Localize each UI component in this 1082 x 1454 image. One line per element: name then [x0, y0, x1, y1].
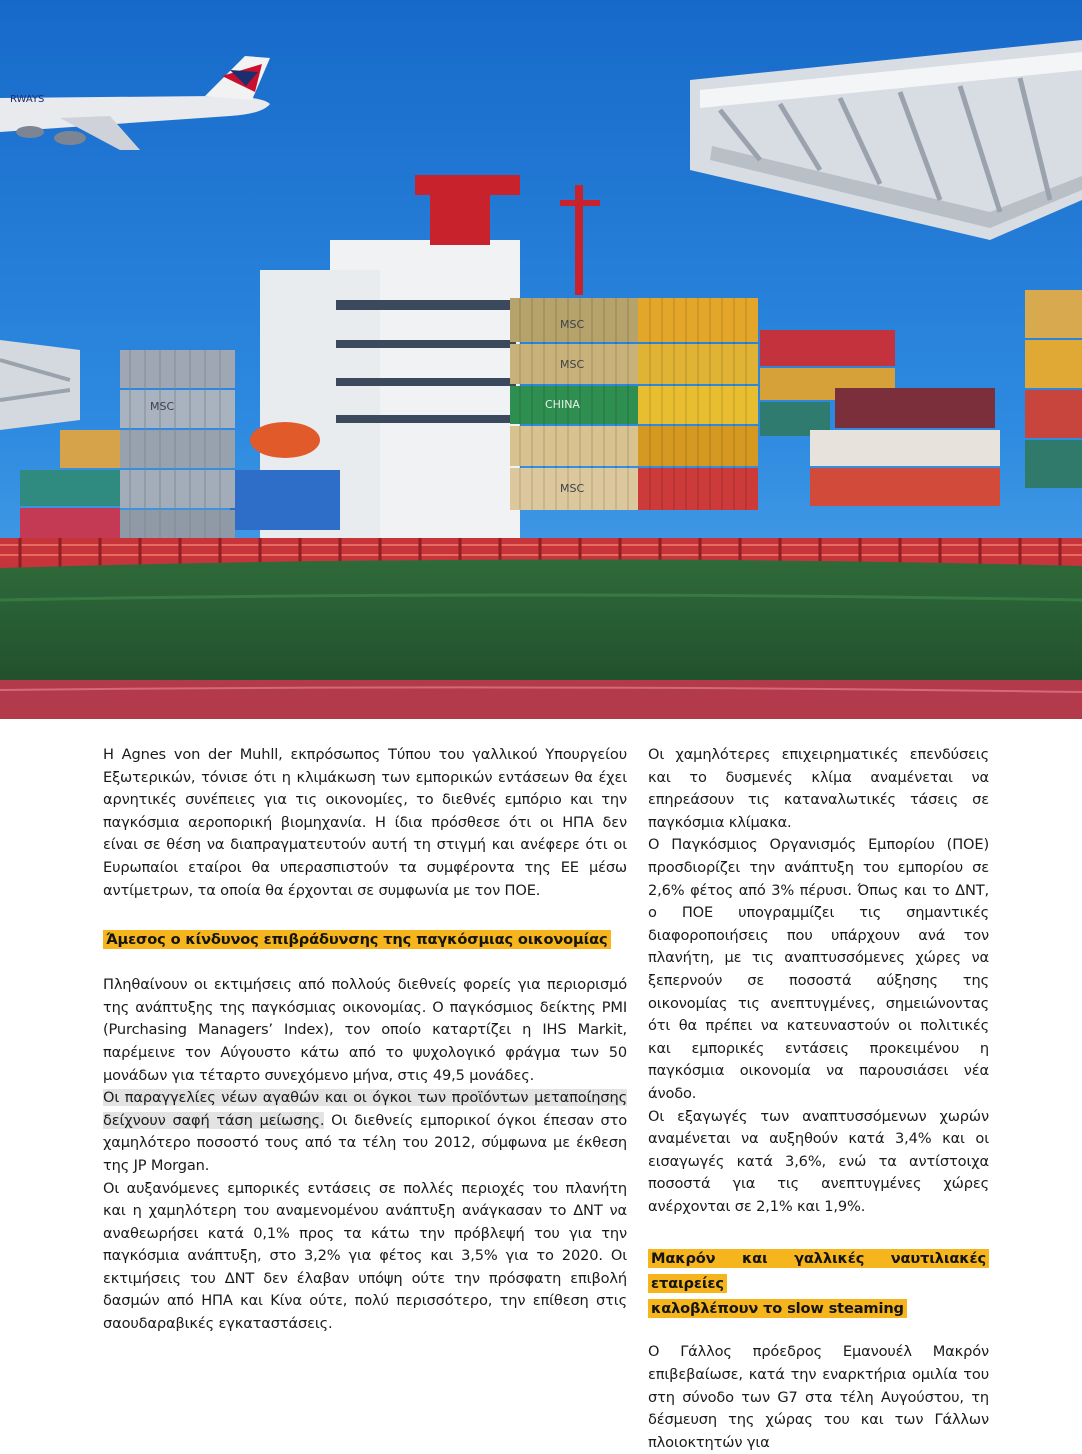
paragraph: Πληθαίνουν οι εκτιμήσεις από πολλούς διεθνείς φορείς για περιορισμό της ανάπτυξης της παγκόσμιας οικονομίας. Ο παγκόσμιος δείκτης PMI (Purchasing Managers’ Index), τον οποίο καταρτίζει η IHS Markit, παρέμεινε τον Αύγουστο κάτω από το ψυχολογικό φράγμα των 50 μονάδων για τέταρτο συνεχόμενο μήνα, στις 49,5 μονάδες.	[103, 976, 627, 1084]
paragraph: Οι αυξανόμενες εμπορικές εντάσεις σε πολλές περιοχές του πλανήτη και η χαμηλότερη του αναμενομένου ανάπτυξη ανάγκασαν το ΔΝΤ να αναθεωρήσει κατά 0,1% προς τα κάτω την πρόβλεψή του για την παγκόσμια ανάπτυξη, στο 3,2% για φέτος και 3,5% για το 2020. Οι εκτιμήσεις του ΔΝΤ δεν έλαβαν υπόψη ούτε την πρόσφατη επιβολή δασμών από ΗΠΑ και Κίνα ούτε, πολύ περισσότερο, την επίθεση στις σαουδαραβικές εγκαταστάσεις.	[103, 1179, 627, 1333]
article-right-column	[648, 744, 989, 1454]
paragraph-highlighted	[103, 1087, 627, 1177]
highlighted-sentence: Οι παραγγελίες νέων αγαθών και οι όγκοι των προϊόντων μεταποίησης δείχνουν σαφή τάση μείωσης.	[103, 1089, 627, 1129]
section-heading-line2: καλοβλέπουν το slow steaming	[648, 1299, 907, 1318]
intro-paragraph: Η Agnes von der Muhll, εκπρόσωπος Τύπου του γαλλικού Υπουργείου Εξωτερικών, τόνισε ότι η κλιμάκωση των εμπορικών εντάσεων θα έχει αρνητικές συνέπειες για τις οικονομίες, το διεθνές εμπόριο και την παγκόσμια αεροπορική βιομηχανία. Η ίδια πρόσθεσε ότι οι ΗΠΑ δεν είναι σε θέση να διαπραγματευτούν αυτή τη στιγμή και ανέφερε ότι οι Ευρωπαίοι εταίροι θα υπερασπιστούν τα συμφέροντα της ΕΕ μέσω αντίμετρων, τα οποία θα έρχονται σε συμφωνία με τον ΠΟΕ.	[103, 746, 627, 899]
svg-text:RWAYS: RWAYS	[10, 94, 45, 105]
paragraph: Ο Γάλλος πρόεδρος Εμανουέλ Μακρόν επιβεβαίωσε, κατά την εναρκτήρια ομιλία του στη σύνοδο των G7 στα τέλη Αυγούστου, τη δέσμευση της χώρας του και των Γάλλων πλοιοκτητών για	[648, 1343, 989, 1451]
paragraph-continuation: Οι διεθνείς εμπορικοί όγκοι έπεσαν στο χαμηλότερο ποσοστό τους από τα τέλη του 2012, σύμφωνα με έκθεση της JP Morgan.	[103, 1111, 627, 1174]
container-label: MSC	[560, 482, 585, 495]
container-label: MSC	[560, 358, 585, 371]
section-heading-line1: Μακρόν και γαλλικές ναυτιλιακές εταιρείες	[648, 1249, 989, 1293]
container-label: MSC	[560, 318, 585, 331]
paragraph: Ο Παγκόσμιος Οργανισμός Εμπορίου (ΠΟΕ) προσδιορίζει την ανάπτυξη του εμπορίου σε 2,6% φέτος από 3% πέρυσι. Όπως και το ΔΝΤ, ο ΠΟΕ υπογραμμίζει τις σημαντικές διαφοροποιήσεις που υπάρχουν ανά τον πλανήτη, με τις αναπτυσσόμενες χώρες να ξεπερνούν σε ποσοστά αύξησης της οικονομίας τις ανεπτυγμένες, σημειώνοντας ότι θα πρέπει να κατευναστούν οι πολιτικές και εμπορικές εντάσεις προκειμένου η παγκόσμια οικονομία να παρουσιάσει νέα άνοδο.	[648, 836, 989, 1102]
paragraph: Οι εξαγωγές των αναπτυσσόμενων χωρών αναμένεται να αυξηθούν κατά 3,4% και οι εισαγωγές κατά 3,6%, ενώ τα αντίστοιχα ποσοστά για τις ανεπτυγμένες χώρες ανέρχονται σε 2,1% και 1,9%.	[648, 1107, 989, 1215]
container-label: CHINA	[545, 398, 580, 411]
section-heading: Άμεσος ο κίνδυνος επιβράδυνσης της παγκόσμιας οικονομίας	[103, 930, 611, 949]
article-left-column	[103, 744, 627, 1336]
cargo-ship-photo	[0, 0, 1082, 719]
paragraph: Οι χαμηλότερες επιχειρηματικές επενδύσεις και το δυσμενές κλίμα αναμένεται να επηρεάσουν τις καταναλωτικές τάσεις σε παγκόσμια κλίμακα.	[648, 746, 989, 831]
cargo-ship-photo-icon	[0, 0, 1082, 719]
container-label: MSC	[150, 400, 175, 413]
